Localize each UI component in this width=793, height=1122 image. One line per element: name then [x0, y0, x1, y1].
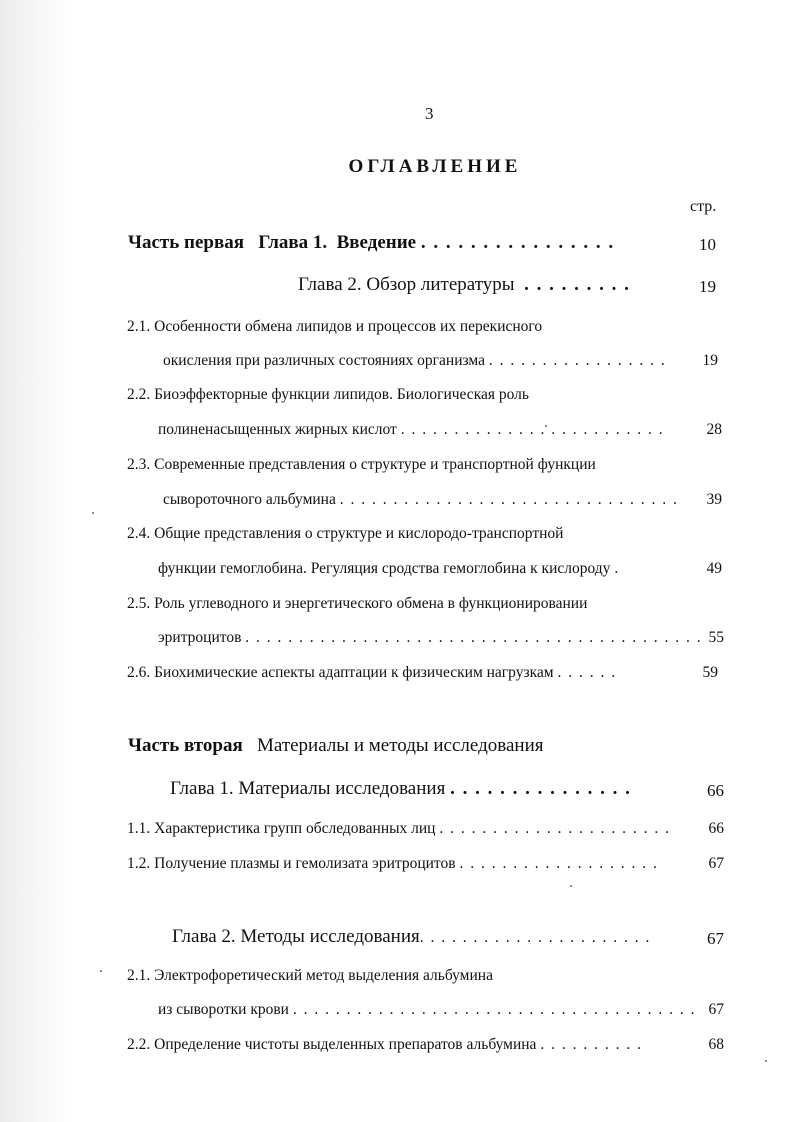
- part1-ch1-dots: . . . . . . . . . . . . . . . .: [420, 232, 615, 253]
- part1-ch1-page: 10: [699, 235, 716, 254]
- toc-entry-2-2-line2: [158, 421, 664, 439]
- toc-leader-dots: . . . . . . . . . . . . . . . . .: [488, 352, 667, 369]
- toc-leader-dots: . . . . . . . . . . . . . . . . . . .: [459, 855, 659, 872]
- toc-entry-m2-1-line1: 2.1. Электрофоретический метод выделения альбумина: [127, 967, 493, 984]
- toc-entry-2-3-line1: 2.3. Современные представления о структуре и транспортной функции: [127, 456, 596, 473]
- part1-ch1-heading: [128, 232, 615, 254]
- toc-entry-text: эритроцитов: [158, 629, 242, 646]
- part1-ch2-page: 19: [699, 277, 716, 296]
- toc-entry-m2-2: [127, 1036, 642, 1054]
- part2-name: Материалы и методы исследования: [256, 735, 544, 756]
- part1-ch1-label: Глава 1.: [258, 232, 328, 253]
- part2-heading: [128, 735, 543, 757]
- toc-entry-text: 2.2. Определение чистоты выделенных препаратов альбумина: [127, 1036, 537, 1053]
- page-column-label: стр.: [690, 198, 717, 215]
- toc-entry-2-1-line2: [163, 352, 666, 370]
- toc-leader-dots: .: [614, 560, 620, 577]
- toc-entry-m2-1-page: 67: [708, 1001, 724, 1018]
- scan-speck: [765, 1060, 767, 1062]
- part1-ch1-name: Введение: [336, 232, 417, 253]
- toc-entry-2-2-page: 28: [706, 421, 722, 438]
- toc-entry-1-1-page: 66: [708, 820, 724, 837]
- part1-label: Часть первая: [128, 232, 244, 253]
- toc-entry-m2-2-page: 68: [708, 1036, 724, 1053]
- scan-speck: [100, 970, 102, 972]
- toc-entry-text: сывороточного альбумина: [163, 491, 336, 508]
- toc-entry-text: 1.2. Получение плазмы и гемолизата эритроцитов: [127, 855, 456, 872]
- toc-entry-2-5-page: 55: [708, 629, 724, 646]
- scan-speck: [570, 885, 572, 887]
- part2-ch2-page: 67: [707, 929, 724, 948]
- toc-entry-1-2: [127, 855, 658, 873]
- part1-ch2-label: Глава 2. Обзор литературы: [298, 274, 515, 295]
- toc-entry-1-1: [127, 820, 670, 838]
- toc-leader-dots: . . . . . . . . . . . . . . . . . . . . . . . . . . . . . . . . . . . . . .: [292, 1001, 696, 1018]
- toc-leader-dots: . . . . . . . . . . . . . . . . . . . . . .: [439, 820, 671, 837]
- toc-leader-dots: . . . . . . . . . .: [540, 1036, 643, 1053]
- toc-entry-text: 1.1. Характеристика групп обследованных лиц: [127, 820, 436, 837]
- toc-entry-2-4-page: 49: [706, 560, 722, 577]
- toc-entry-m2-1-line2: [158, 1001, 696, 1019]
- part1-ch2-heading: [298, 274, 630, 296]
- toc-entry-text: 2.6. Биохимические аспекты адаптации к физическим нагрузкам: [127, 664, 554, 681]
- part2-ch2-dots: . . . . . . . . . . . . . . . . . . . . . .: [419, 929, 651, 946]
- page-title: ОГЛАВЛЕНИЕ: [348, 156, 522, 177]
- toc-entry-text: полиненасыщенных жирных кислот: [158, 421, 397, 438]
- part2-ch1-heading: [170, 778, 631, 800]
- toc-entry-2-5-line1: 2.5. Роль углеводного и энергетического обмена в функционировании: [127, 595, 588, 612]
- toc-entry-2-6-page: 59: [702, 664, 718, 681]
- toc-entry-2-4-line1: 2.4. Общие представления о структуре и кислородо-транспортной: [127, 525, 564, 542]
- toc-entry-text: окисления при различных состояниях организма: [163, 352, 485, 369]
- toc-leader-dots: . . . . . . . . . . . . . . . . . . . . . . . . .: [400, 421, 665, 438]
- part2-ch2-label: Глава 2. Методы исследования: [172, 926, 420, 947]
- toc-entry-2-6: [127, 664, 617, 682]
- part1-ch2-dots: . . . . . . . . .: [524, 274, 631, 295]
- toc-entry-2-3-page: 39: [706, 491, 722, 508]
- toc-leader-dots: . . . . . .: [557, 664, 617, 681]
- toc-entry-2-5-line2: [158, 629, 702, 647]
- toc-entry-2-1-page: 19: [702, 352, 718, 369]
- toc-entry-1-2-page: 67: [708, 855, 724, 872]
- toc-leader-dots: . . . . . . . . . . . . . . . . . . . . . . . . . . . . . . . .: [339, 491, 679, 508]
- part2-label: Часть вторая: [128, 735, 243, 756]
- toc-entry-2-1-line1: 2.1. Особенности обмена липидов и процессов их перекисного: [127, 318, 543, 335]
- scan-speck: [92, 512, 94, 514]
- toc-leader-dots: . . . . . . . . . . . . . . . . . . . . . . . . . . . . . . . . . . . . . . . . . . .: [245, 629, 703, 646]
- toc-entry-2-3-line2: [163, 491, 678, 509]
- part2-ch1-dots: . . . . . . . . . . . . . . .: [450, 778, 632, 799]
- toc-entry-2-4-line2: [158, 560, 620, 578]
- part2-ch1-page: 66: [707, 781, 724, 800]
- part2-ch2-heading: [172, 926, 651, 948]
- toc-entry-2-2-line1: 2.2. Биоэффекторные функции липидов. Биологическая роль: [127, 386, 529, 403]
- toc-entry-text: функции гемоглобина. Регуляция сродства гемоглобина к кислороду: [158, 560, 611, 577]
- toc-entry-text: из сыворотки крови: [158, 1001, 289, 1018]
- page-number: 3: [425, 104, 434, 123]
- part2-ch1-label: Глава 1. Материалы исследования: [170, 778, 446, 799]
